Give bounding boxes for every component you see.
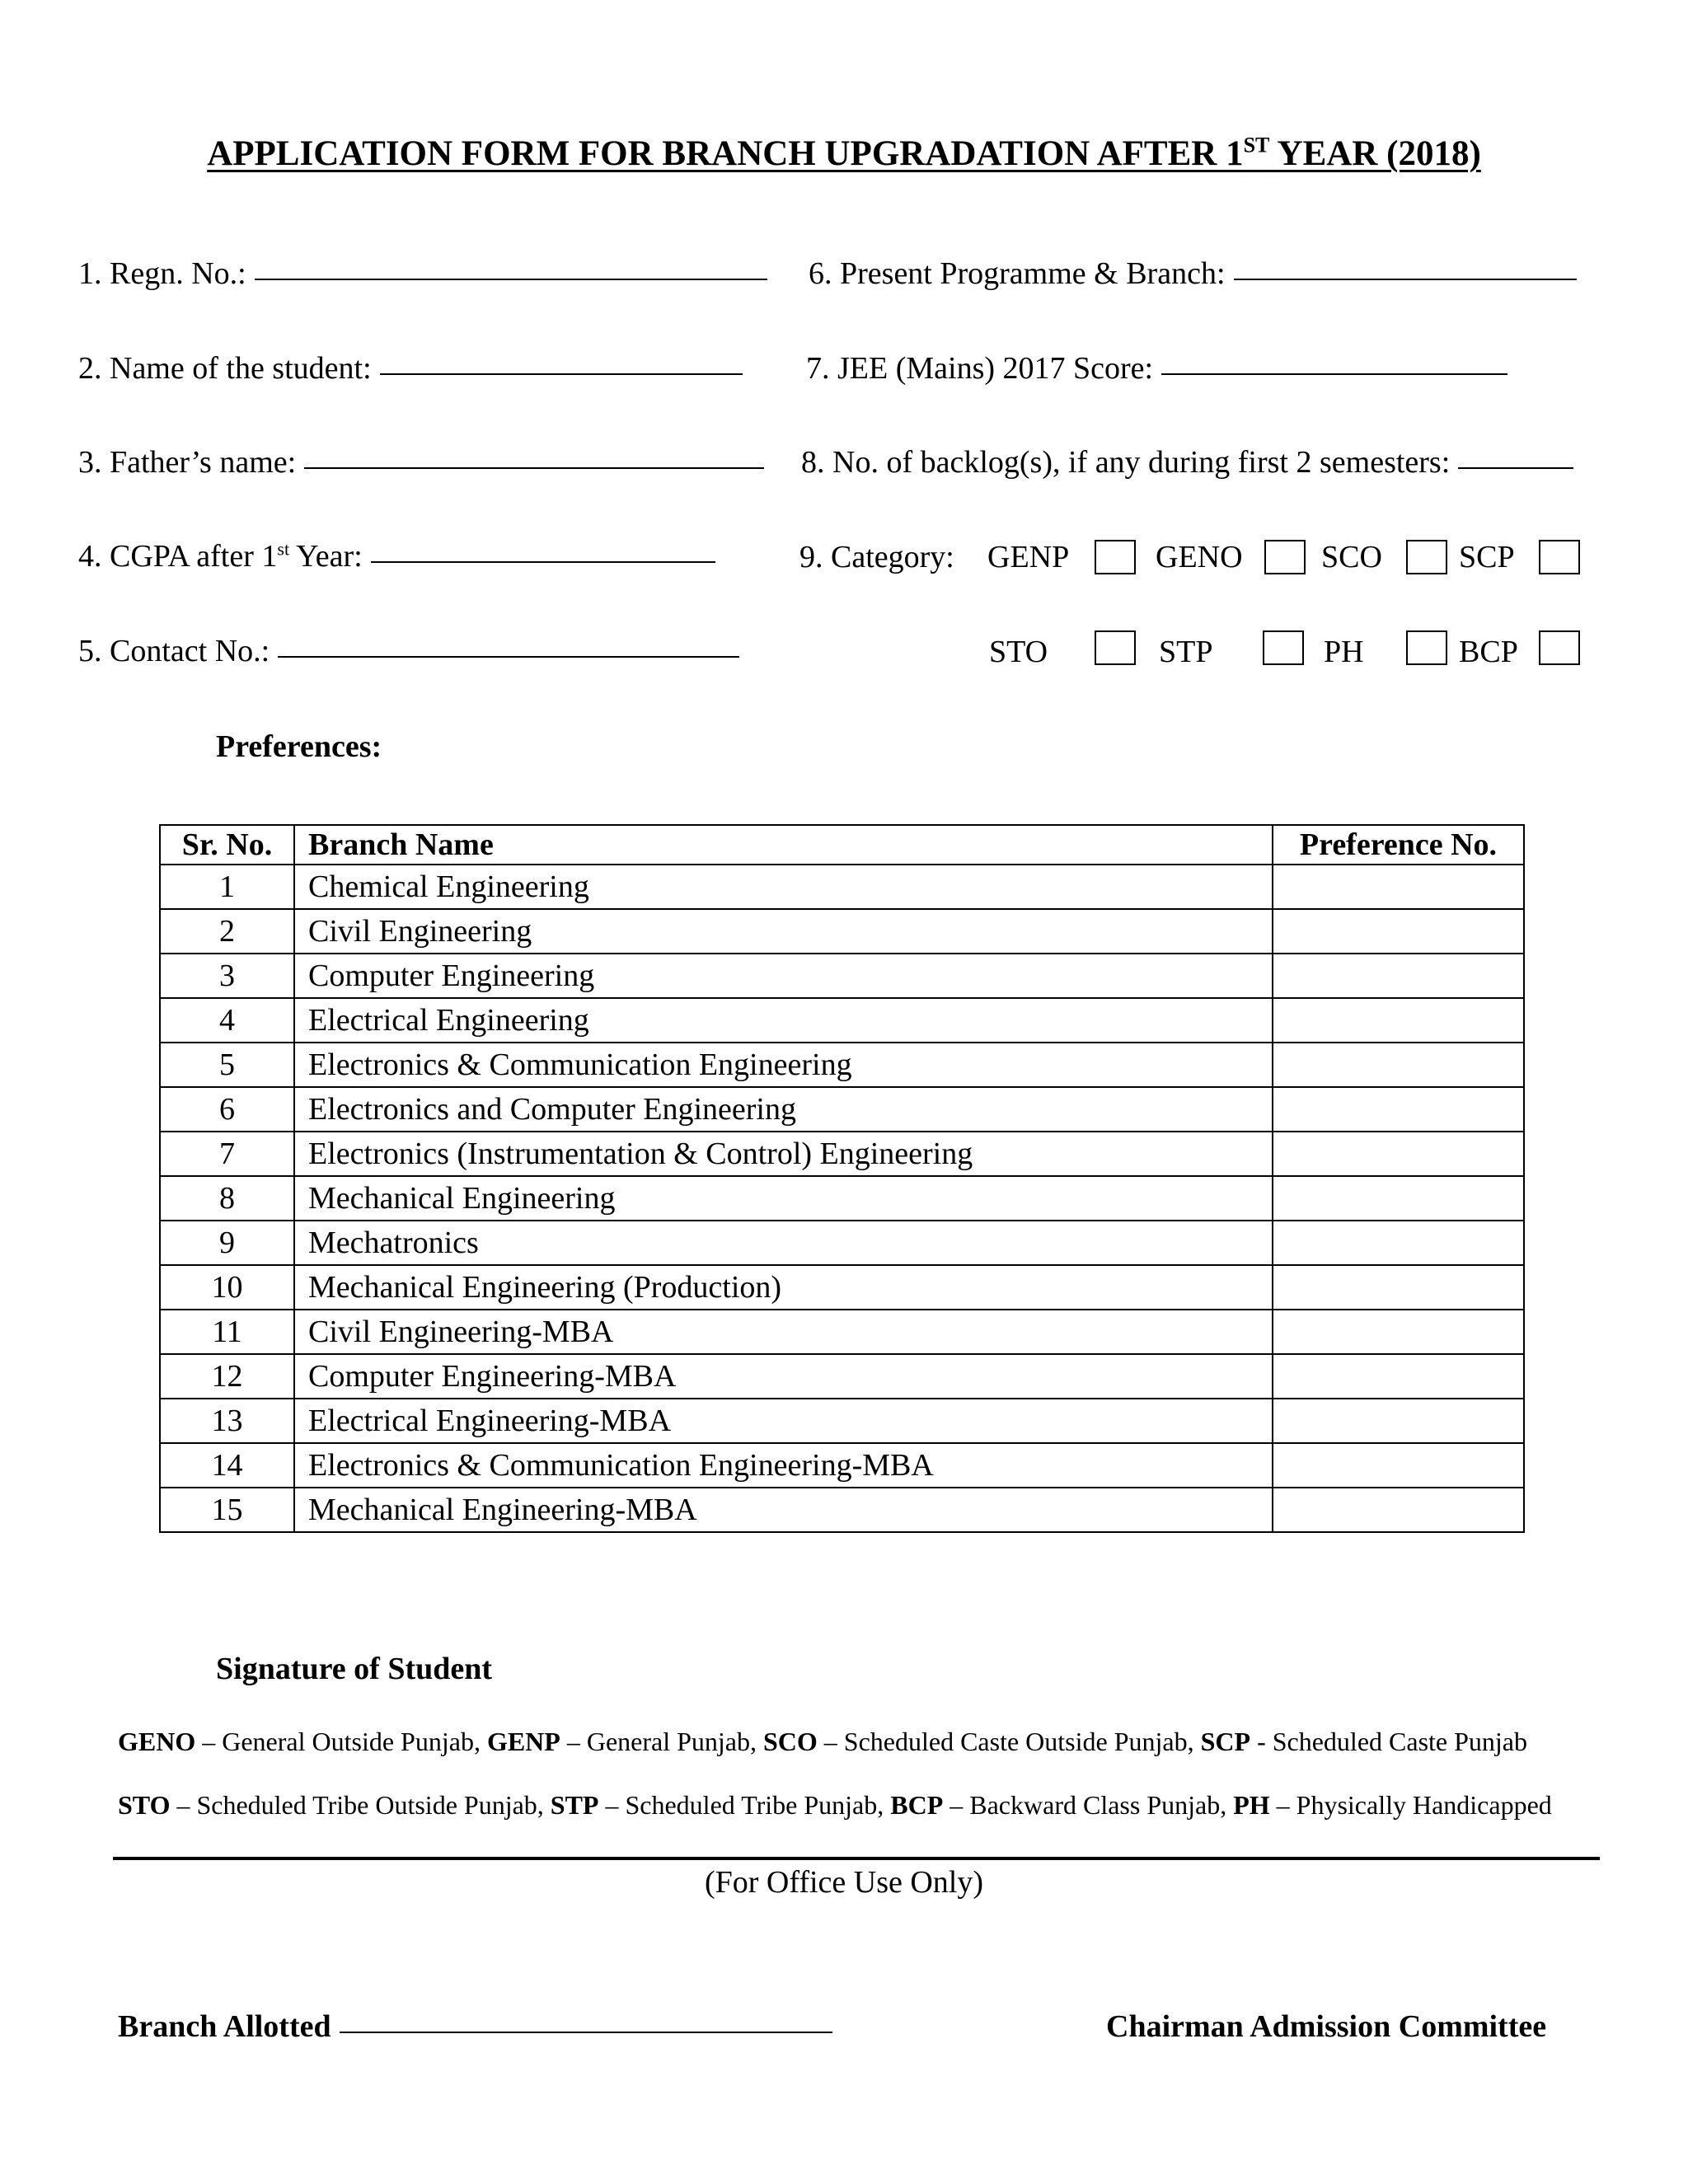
category-sco[interactable] [1321, 539, 1382, 575]
legend-abbr: PH [1233, 1790, 1270, 1820]
category-sco-label: SCO [1321, 540, 1382, 574]
branch-name-cell: Computer Engineering [294, 954, 1273, 998]
backlog-line[interactable] [1458, 466, 1573, 469]
contact-field[interactable] [78, 633, 739, 669]
programme-label: 6. Present Programme & Branch: [809, 256, 1226, 291]
preference-no-cell[interactable] [1273, 954, 1524, 998]
col-branch-name: Branch Name [294, 825, 1273, 865]
preference-no-cell[interactable] [1273, 1221, 1524, 1265]
category-scp[interactable] [1459, 539, 1515, 575]
preference-no-cell[interactable] [1273, 1399, 1524, 1443]
branch-name-cell: Civil Engineering [294, 909, 1273, 954]
jee-line[interactable] [1161, 373, 1507, 375]
branch-name-cell: Chemical Engineering [294, 865, 1273, 909]
regn-line[interactable] [255, 278, 767, 280]
branch-name-cell: Mechanical Engineering (Production) [294, 1265, 1273, 1310]
table-row [160, 865, 1524, 909]
category-sto[interactable] [989, 634, 1048, 670]
sr-no-cell: 5 [160, 1043, 294, 1087]
sr-no-cell: 15 [160, 1488, 294, 1532]
preference-no-cell[interactable] [1273, 1310, 1524, 1354]
legend-desc: - Scheduled Caste Punjab [1250, 1727, 1527, 1756]
preferences-table-body [160, 865, 1524, 1532]
category-ph[interactable] [1324, 634, 1364, 670]
sr-no-cell: 8 [160, 1176, 294, 1221]
preference-no-cell[interactable] [1273, 1443, 1524, 1488]
legend-desc: – Scheduled Caste Outside Punjab, [817, 1727, 1201, 1756]
legend-abbr: GENO [118, 1727, 196, 1756]
sr-no-cell: 9 [160, 1221, 294, 1265]
legend-abbr: SCP [1200, 1727, 1251, 1756]
branch-name-cell: Mechanical Engineering [294, 1176, 1273, 1221]
branch-name-cell: Electronics & Communication Engineering [294, 1043, 1273, 1087]
ph-checkbox[interactable] [1406, 630, 1447, 665]
branch-name-cell: Electronics (Instrumentation & Control) Engineering [294, 1132, 1273, 1176]
bcp-checkbox[interactable] [1539, 630, 1580, 665]
table-header-row [160, 825, 1524, 865]
table-row [160, 1132, 1524, 1176]
sr-no-cell: 3 [160, 954, 294, 998]
branch-allotted-label: Branch Allotted [118, 2009, 331, 2044]
sr-no-cell: 4 [160, 998, 294, 1043]
office-divider [113, 1857, 1600, 1860]
legend-desc: – Scheduled Tribe Outside Punjab, [170, 1790, 551, 1820]
sr-no-cell: 13 [160, 1399, 294, 1443]
preferences-table [159, 824, 1525, 1533]
table-row [160, 1043, 1524, 1087]
legend-desc: – Physically Handicapped [1269, 1790, 1552, 1820]
branch-name-cell: Mechanical Engineering-MBA [294, 1488, 1273, 1532]
father-field[interactable] [78, 444, 764, 480]
sr-no-cell: 1 [160, 865, 294, 909]
preference-no-cell[interactable] [1273, 1176, 1524, 1221]
cgpa-field[interactable] [78, 538, 715, 574]
sr-no-cell: 6 [160, 1087, 294, 1132]
preference-no-cell[interactable] [1273, 998, 1524, 1043]
sr-no-cell: 2 [160, 909, 294, 954]
table-row [160, 909, 1524, 954]
table-row [160, 1443, 1524, 1488]
branch-name-cell: Electrical Engineering-MBA [294, 1399, 1273, 1443]
preference-no-cell[interactable] [1273, 1132, 1524, 1176]
father-label: 3. Father’s name: [78, 445, 297, 480]
category-geno[interactable] [1156, 539, 1243, 575]
scp-checkbox[interactable] [1539, 540, 1580, 574]
sr-no-cell: 14 [160, 1443, 294, 1488]
legend-abbr: BCP [890, 1790, 944, 1820]
contact-line[interactable] [278, 655, 739, 658]
table-row [160, 1399, 1524, 1443]
legend-desc: – General Outside Punjab, [195, 1727, 487, 1756]
programme-line[interactable] [1234, 278, 1577, 280]
category-scp-label: SCP [1459, 540, 1515, 574]
signature-label: Signature of Student [216, 1652, 493, 1686]
legend-abbr: GENP [486, 1727, 560, 1756]
branch-name-cell: Civil Engineering-MBA [294, 1310, 1273, 1354]
category-geno-label: GENO [1156, 540, 1243, 574]
preference-no-cell[interactable] [1273, 1043, 1524, 1087]
branch-name-cell: Electronics & Communication Engineering-MBA [294, 1443, 1273, 1488]
father-line[interactable] [304, 466, 764, 469]
table-row [160, 1310, 1524, 1354]
category-stp-label: STP [1159, 635, 1213, 669]
category-ph-label: PH [1324, 635, 1364, 669]
preference-no-cell[interactable] [1273, 1087, 1524, 1132]
table-row [160, 998, 1524, 1043]
sr-no-cell: 11 [160, 1310, 294, 1354]
preference-no-cell[interactable] [1273, 1354, 1524, 1399]
category-genp-label: GENP [987, 540, 1070, 574]
cgpa-label: 4. CGPA after 1st Year: [78, 538, 363, 574]
backlog-field[interactable] [801, 444, 1573, 480]
preference-no-cell[interactable] [1273, 865, 1524, 909]
category-label: 9. Category: [799, 540, 954, 574]
name-label: 2. Name of the student: [78, 351, 372, 386]
branch-name-cell: Electrical Engineering [294, 998, 1273, 1043]
office-use-label: (For Office Use Only) [704, 1865, 984, 1900]
table-row [160, 1221, 1524, 1265]
sr-no-cell: 10 [160, 1265, 294, 1310]
branch-name-cell: Electronics and Computer Engineering [294, 1087, 1273, 1132]
stp-checkbox[interactable] [1263, 630, 1304, 665]
legend-abbr: STP [550, 1790, 599, 1820]
branch-name-cell: Computer Engineering-MBA [294, 1354, 1273, 1399]
backlog-label: 8. No. of backlog(s), if any during first 2 semesters: [801, 445, 1451, 480]
legend-desc: – Backward Class Punjab, [943, 1790, 1234, 1820]
category-bcp[interactable] [1459, 634, 1518, 670]
geno-checkbox[interactable] [1264, 540, 1306, 574]
category-stp[interactable] [1159, 634, 1212, 670]
col-preference-no: Preference No. [1273, 825, 1524, 865]
name-field[interactable] [78, 350, 743, 387]
contact-label: 5. Contact No.: [78, 634, 270, 668]
programme-field[interactable] [809, 255, 1577, 292]
regn-field[interactable] [78, 255, 767, 292]
table-row [160, 1265, 1524, 1310]
legend-line-1 [118, 1727, 1527, 1757]
table-row [160, 1176, 1524, 1221]
table-row [160, 1354, 1524, 1399]
sr-no-cell: 7 [160, 1132, 294, 1176]
chairman-label: Chairman Admission Committee [1106, 2009, 1547, 2044]
table-row [160, 1488, 1524, 1532]
preference-no-cell[interactable] [1273, 909, 1524, 954]
sco-checkbox[interactable] [1406, 540, 1447, 574]
regn-label: 1. Regn. No.: [78, 256, 246, 291]
preference-no-cell[interactable] [1273, 1265, 1524, 1310]
legend-line-2 [118, 1790, 1552, 1821]
legend-desc: – Scheduled Tribe Punjab, [598, 1790, 891, 1820]
legend-abbr: STO [118, 1790, 171, 1820]
form-title: APPLICATION FORM FOR BRANCH UPGRADATION AFTER 1ST YEAR (2018) [207, 133, 1481, 173]
sr-no-cell: 12 [160, 1354, 294, 1399]
cgpa-line[interactable] [371, 560, 715, 563]
branch-allotted-line[interactable] [340, 2031, 832, 2033]
jee-field[interactable] [806, 350, 1507, 387]
table-row [160, 954, 1524, 998]
category-bcp-label: BCP [1459, 635, 1518, 669]
legend-abbr: SCO [762, 1727, 818, 1756]
branch-name-cell: Mechatronics [294, 1221, 1273, 1265]
table-row [160, 1087, 1524, 1132]
preferences-heading: Preferences: [216, 729, 382, 764]
name-line[interactable] [380, 373, 743, 375]
branch-allotted-field[interactable] [118, 2008, 832, 2045]
genp-checkbox[interactable] [1095, 540, 1136, 574]
legend-desc: – General Punjab, [560, 1727, 763, 1756]
category-sto-label: STO [989, 635, 1048, 669]
category-genp[interactable] [987, 539, 1069, 575]
preference-no-cell[interactable] [1273, 1488, 1524, 1532]
jee-label: 7. JEE (Mains) 2017 Score: [806, 351, 1154, 386]
sto-checkbox[interactable] [1095, 630, 1136, 665]
col-sr-no: Sr. No. [160, 825, 294, 865]
